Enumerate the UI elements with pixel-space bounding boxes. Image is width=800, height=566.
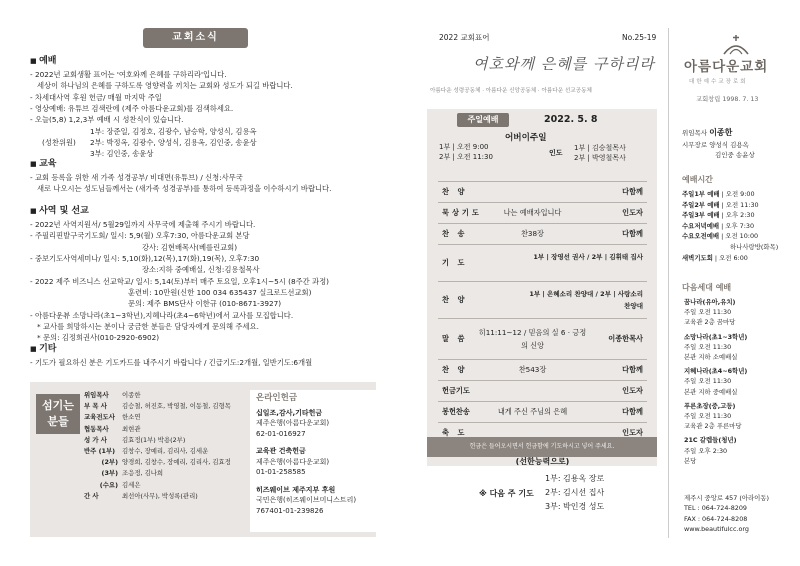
church-logo-icon — [722, 34, 750, 56]
next-gen-item: 21C 갈렙들(청년) 주일 오후 2:30 본당 — [684, 436, 737, 465]
news-line: * 교사를 희망하시는 분이나 궁금한 분들은 담당자에게 문의해 주세요. — [37, 321, 259, 331]
order-row: 봉헌찬송 내게 주신 주님의 은혜 다함께 — [438, 401, 647, 422]
service-times: 1부 | 오전 9:00 2부 | 오전 11:30 — [439, 143, 493, 161]
staff-row: (3부) 조응정, 김나희 — [101, 469, 164, 478]
leadership: 위임목사 이종한 시무장로 양성식 김용옥 김인중 송윤상 — [682, 128, 755, 159]
offering-account: 01-01-258585 — [256, 468, 306, 476]
time-row: 수요저녁예배 | 오후 7:30 — [682, 221, 755, 230]
website-link[interactable]: www.beautifulcc.org — [684, 525, 749, 534]
time-row: 하나사랑방(화목) — [730, 242, 779, 251]
education-heading: ■ 교육 — [30, 158, 375, 170]
church-info-panel — [680, 0, 800, 566]
news-line: - 기도가 필요하신 분은 기도카드를 내주시기 바랍니다 / 긴급기도:2개월, 일반기도:6개월 — [30, 358, 313, 368]
closing-response: (선한능력으로) — [515, 457, 570, 466]
staff-and-offering-box — [30, 382, 376, 537]
service-label: 주일예배 — [457, 113, 509, 127]
next-gen-item: 소망나라(초1~3학년) 주일 오전 11:30 본관 지하 소예배실 — [684, 332, 748, 362]
communion-row: 3부: 김인중, 송윤상 — [90, 149, 154, 159]
staff-row: 성 가 사 김효정(1부) 박용(2부) — [84, 435, 186, 444]
next-gen-heading: 다음세대 예배 — [682, 283, 732, 292]
news-line: - 주필리핀발구국기도회/ 일시: 5,9(월) 오후7:30, 아름다운교회 본당 — [30, 231, 250, 241]
next-week-label: ※ 다음 주 기도 — [479, 489, 534, 498]
contact-info — [684, 493, 769, 535]
news-line: - 오늘(5,8) 1,2,3부 예배 시 성찬식이 있습니다. — [30, 115, 184, 125]
news-line: 훈련비: 10만원(신한 100 034 635437 실크로드선교회) — [128, 287, 312, 297]
offering-type: 십일조,감사,기타헌금 — [256, 408, 323, 417]
offering-account: 62-01-016927 — [256, 429, 306, 438]
news-line: - 차세대사역 후원 헌금/ 매월 마지막 주일 — [30, 92, 162, 102]
staff-row: (수요) 김세은 — [99, 480, 141, 489]
order-row: 묵상기도 나는 예배자입니다 인도자 — [438, 202, 647, 223]
staff-list — [84, 390, 250, 502]
sunday-service-box — [427, 109, 657, 466]
order-row: 찬 양 찬543장 다함께 — [438, 359, 647, 380]
worship-section — [30, 55, 375, 160]
founded-date: 교회창립 1998. 7. 13 — [696, 96, 759, 103]
offering-bank: 국민은행(히즈웨이브미니스트리) — [256, 496, 357, 504]
online-offering-title: 온라인헌금 — [256, 393, 298, 403]
staff-row: 간 사 최선아(사무), 박성록(관리) — [84, 491, 198, 500]
denomination: 대한예수교장로회 — [689, 79, 748, 85]
next-gen-item: 꿈나라(유아,유치) 주일 오전 11:30 교육관 2층 꿈마당 — [684, 298, 736, 327]
time-row: 새벽기도회 | 오전 6:00 — [682, 253, 748, 262]
education-section — [30, 158, 375, 195]
etc-section — [30, 343, 375, 368]
news-line: - 2022년 사역지원서/ 5월29일까지 사무국에 제출해 주시기 바랍니다. — [30, 220, 256, 230]
order-row: 기 도 1부 | 장영선 권사 / 2부 | 김휘태 집사 — [438, 244, 647, 281]
staff-row: 위임목사 이종한 — [84, 391, 141, 399]
offering-account: 767401-01-239826 — [256, 506, 324, 515]
sermon-title: 어버이주일 — [505, 133, 547, 143]
next-gen-list — [684, 297, 800, 470]
order-row: 말 씀 히11:11~12 / 믿음의 실 6 · 긍정의 신앙 이종한목사 — [438, 318, 647, 359]
order-row: 찬 송 찬38장 다함께 — [438, 223, 647, 244]
next-gen-item: 지혜나라(초4~6학년) 주일 오전 11:30 본관 지하 중예배실 — [684, 367, 748, 396]
news-line: - 중보기도사역세미나/ 일시: 5,10(화),12(목),17(화),19(목), 오후7:30 — [30, 254, 260, 264]
staff-row: 부 목 사 김승철, 허진호, 박영철, 이동철, 김형목 — [84, 402, 231, 411]
column-divider — [668, 28, 669, 538]
news-line: - 교회 등록을 위한 새 가족 성경공부/ 비대면(유튜브) / 신청:사무국 — [30, 173, 243, 183]
time-row: 주일2부 예배 | 오전 11:30 — [682, 200, 759, 209]
service-date: 2022. 5. 8 — [544, 114, 598, 125]
news-line: - 아름다운뷰 소망나라(초1~3학년),지혜나라(초4~6학년)에서 교사를 모집합니다. — [30, 310, 294, 320]
news-line: - 2022년 교회생활 표어는 '여호와께 은혜를 구하리라'입니다. — [30, 70, 227, 80]
offering-bank: 제주은행(아름다운교회) — [256, 419, 330, 427]
address: 제주시 중앙로 457 (아라이동) — [684, 494, 770, 502]
worship-heading: ■ 예배 — [30, 55, 375, 67]
offering-type: 히즈웨이브 제주지부 후원 — [256, 485, 336, 494]
next-gen-item: 푸른초장(중,고등) 주일 오전 11:30 교육관 2층 푸른마당 — [684, 401, 742, 431]
staff-row: 반주 (1부) 김창수, 장예리, 김리사, 김세운 — [84, 447, 209, 456]
church-name: 아름다운교회 — [684, 59, 769, 75]
time-row: 수요오전예배 | 오전 10:00 — [682, 232, 759, 241]
staff-title: 섬기는 분들 — [36, 394, 80, 434]
order-row: 찬 양 1부 | 은혜소리 찬양대 / 2부 | 사랑소리 찬양대 — [438, 281, 647, 318]
time-row: 주일3부 예배 | 오후 2:30 — [682, 211, 755, 220]
service-times-list — [682, 189, 800, 263]
news-line: 세상이 하나님의 은혜를 구하도록 영향력을 끼치는 교회와 성도가 되길 바랍니다. — [37, 81, 293, 91]
church-news-title: 교회소식 — [143, 28, 248, 48]
communion-row: (성찬위원) 2부: 박정옥, 김광수, 양성식, 김용옥, 김인중, 송윤상 — [42, 137, 257, 147]
offering-type: 교육관 건축헌금 — [256, 447, 306, 455]
communion-row: 1부: 장준일, 김정호, 김광수, 남승학, 양성식, 김용옥 — [90, 126, 257, 136]
next-week-list: 1부: 김용옥 장로 2부: 김시선 집사 3부: 박인경 성도 — [545, 474, 605, 511]
staff-row: 협동목사 최현관 — [84, 424, 141, 433]
community-line: 아름다운 성령공동체 · 아름다운 신앙공동체 · 아름다운 선교공동체 — [430, 88, 592, 94]
news-line: 장소:지하 중예배실, 신청:김용철목사 — [142, 265, 260, 275]
news-line: 강사: 김현배목사(베를린교회) — [142, 242, 238, 252]
order-of-service — [438, 181, 647, 444]
phone: TEL : 064-724-8209 — [684, 504, 747, 513]
fax: FAX : 064-724-8208 — [684, 514, 748, 523]
news-line: 문의: 제주 BMS단사 이한규 (010-8671-3927) — [128, 299, 282, 309]
service-leaders: 인도 1부 | 김승철목사 2부 | 박영철목사 — [549, 144, 626, 162]
time-row: 주일1부 예배 | 오전 9:00 — [682, 190, 755, 198]
offering-notice: 헌금은 들어오시면서 헌금함에 기도하시고 넣어 주세요. — [427, 437, 657, 457]
service-times-heading: 예배시간 — [682, 175, 713, 184]
staff-row: (2부) 양경희, 김창수, 장예리, 김리사, 김효정 — [101, 458, 231, 467]
mission-section — [30, 205, 375, 343]
year-slogan: 여호와께 은혜를 구하리라 — [473, 55, 655, 73]
mission-heading: ■ 사역 및 선교 — [30, 205, 375, 217]
news-line: - 2022 제주 비즈니스 선교학교/ 일시: 5,14(토)부터 매주 토요일, 오후1시~5시 (8주간 과정) — [30, 276, 329, 286]
staff-row: 교육전도사 한소연 — [84, 413, 141, 422]
etc-heading: ■ 기타 — [30, 343, 375, 355]
news-line: * 문의: 김정희권사(010-2920-6902) — [37, 333, 160, 343]
issue-number: No.25-19 — [622, 33, 657, 42]
year-motto-label: 2022 교회표어 — [439, 33, 490, 42]
offering-bank: 제주은행(아름다운교회) — [256, 457, 330, 466]
order-row: 축 도 인도자 — [438, 422, 647, 444]
order-row: 찬 양 다함께 — [438, 181, 647, 202]
news-line: 새로 나오시는 성도님들께서는 (새가족 성경공부)를 통하여 등록과정을 이수하시기 바랍니다. — [37, 184, 332, 194]
news-line: - 영상예배: 유튜브 검색란에 (제주 아름다운교회)를 검색하세요. — [30, 104, 234, 114]
order-row: 헌금기도 인도자 — [438, 380, 647, 401]
worship-order-panel — [427, 0, 660, 566]
online-offering — [250, 390, 382, 532]
